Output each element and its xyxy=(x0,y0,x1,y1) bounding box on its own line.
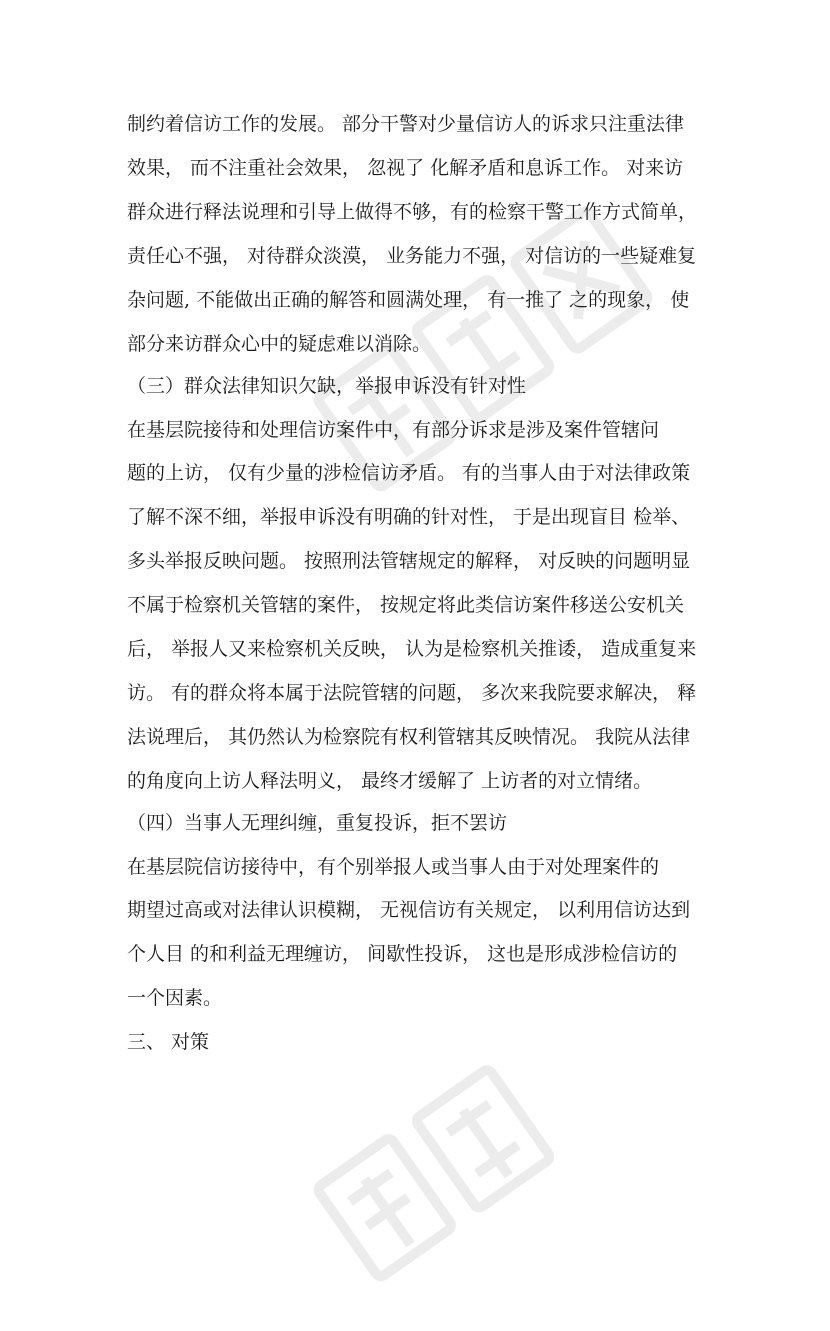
text-line: 访。 有的群众将本属于法院管辖的问题， 多次来我院要求解决， 释 xyxy=(127,682,697,704)
text-line: 期望过高或对法律认识模糊， 无视信访有关规定， 以利用信访达到 xyxy=(127,899,691,921)
text-line: 制约着信访工作的发展。 部分干警对少量信访人的诉求只注重法律 xyxy=(127,113,685,135)
text-line: 多头举报反映问题。 按照刑法管辖规定的解释， 对反映的问题明显 xyxy=(127,550,691,572)
text-line: 在基层院信访接待中，有个别举报人或当事人由于对处理案件的 xyxy=(127,856,660,878)
text-line: 在基层院接待和处理信访案件中，有部分诉求是涉及案件管辖问 xyxy=(127,419,660,441)
text-line: 责任心不强， 对待群众淡漠， 业务能力不强， 对信访的一些疑难复 xyxy=(127,245,697,267)
text-line: 后， 举报人又来检察机关反映， 认为是检察机关推诿， 造成重复来 xyxy=(127,638,697,660)
text-line: 了解不深不细，举报申诉没有明确的针对性， 于是出现盲目 检举、 xyxy=(127,506,691,528)
text-line: 一个因素。 xyxy=(127,987,223,1009)
text-line: 部分来访群众心中的疑虑难以消除。 xyxy=(127,333,432,355)
section-heading-four: （四）当事人无理纠缠，重复投诉，拒不罢访 xyxy=(127,812,508,834)
section-heading-three: （三）群众法律知识欠缺，举报申诉没有针对性 xyxy=(127,375,527,397)
text-line: 群众进行释法说理和引导上做得不够，有的检察干警工作方式简单， xyxy=(127,201,698,223)
section-heading-strategies: 三、 对策 xyxy=(127,1031,210,1053)
text-line: 的角度向上访人释法明义， 最终才缓解了 上访者的对立情绪。 xyxy=(127,770,653,792)
text-line: 题的上访， 仅有少量的涉检信访矛盾。 有的当事人由于对法律政策 xyxy=(127,462,691,484)
watermark-logo-bottom xyxy=(277,949,703,1331)
text-line: 效果， 而不注重社会效果， 忽视了 化解矛盾和息诉工作。 对来访 xyxy=(127,157,684,179)
text-line: 个人目 的和利益无理缠访， 间歇性投诉， 这也是形成涉检信访的 xyxy=(127,943,678,965)
text-line: 杂问题, 不能做出正确的解答和圆满处理， 有一推了 之的现象， 使 xyxy=(127,289,690,311)
text-line: 法说理后， 其仍然认为检察院有权利管辖其反映情况。 我院从法律 xyxy=(127,726,691,748)
text-line: 不属于检察机关管辖的案件， 按规定将此类信访案件移送公安机关 xyxy=(127,594,685,616)
